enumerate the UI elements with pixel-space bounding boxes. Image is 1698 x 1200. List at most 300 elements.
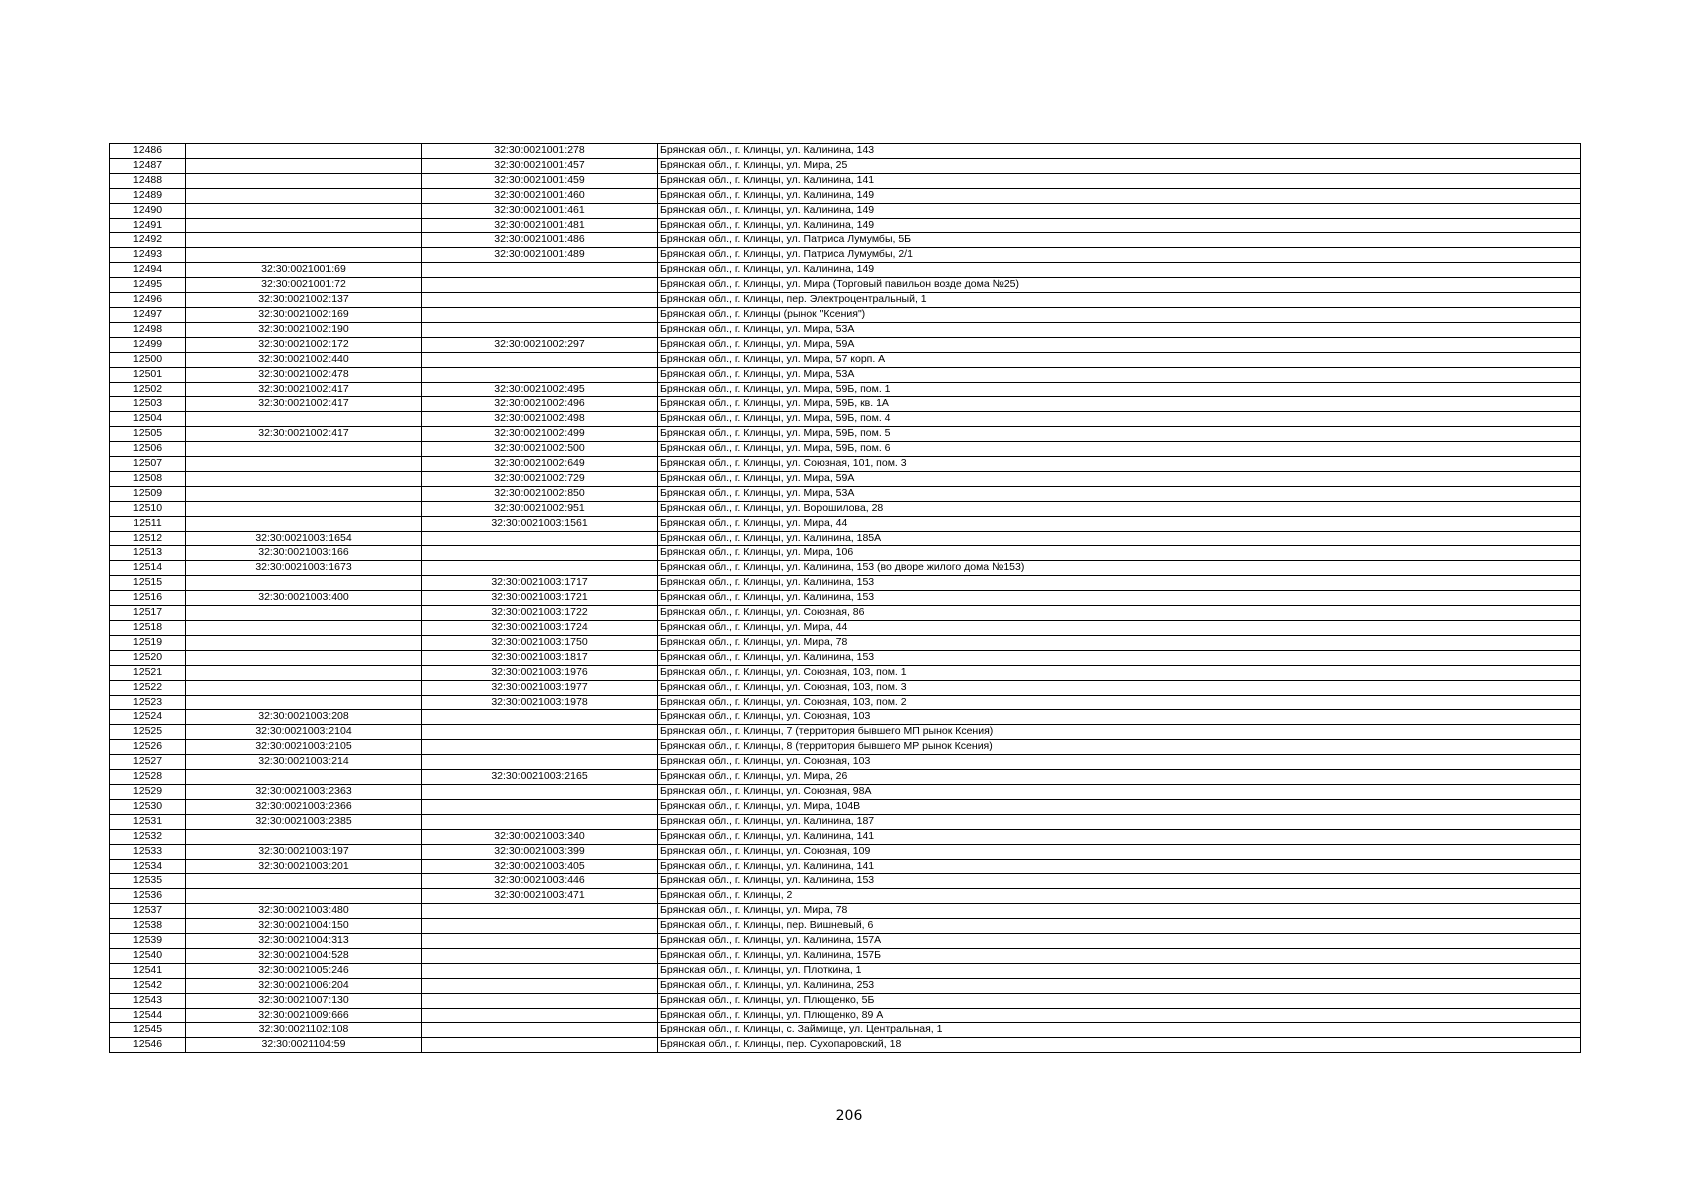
address-cell: Брянская обл., г. Клинцы, ул. Плоткина, 1	[658, 963, 1581, 978]
parcel-number-cell	[186, 188, 422, 203]
object-number-cell	[422, 904, 658, 919]
table-row	[110, 203, 1581, 218]
object-number-cell	[422, 322, 658, 337]
row-number-cell: 12520	[110, 650, 186, 665]
table-row	[110, 293, 1581, 308]
address-cell: Брянская обл., г. Клинцы, ул. Мира, 57 корп. А	[658, 352, 1581, 367]
table-row	[110, 352, 1581, 367]
row-number-cell: 12532	[110, 829, 186, 844]
object-number-cell: 32:30:0021001:457	[422, 158, 658, 173]
table-row	[110, 367, 1581, 382]
parcel-number-cell: 32:30:0021003:201	[186, 859, 422, 874]
parcel-number-cell: 32:30:0021003:1673	[186, 561, 422, 576]
address-cell: Брянская обл., г. Клинцы, ул. Калинина, 141	[658, 829, 1581, 844]
table-row	[110, 218, 1581, 233]
row-number-cell: 12535	[110, 874, 186, 889]
address-cell: Брянская обл., г. Клинцы, ул. Мира, 59Б, кв. 1А	[658, 397, 1581, 412]
address-cell: Брянская обл., г. Клинцы (рынок "Ксения")	[658, 307, 1581, 322]
address-cell: Брянская обл., г. Клинцы, ул. Калинина, 141	[658, 859, 1581, 874]
object-number-cell	[422, 1008, 658, 1023]
object-number-cell	[422, 546, 658, 561]
row-number-cell: 12538	[110, 919, 186, 934]
row-number-cell: 12506	[110, 442, 186, 457]
object-number-cell: 32:30:0021003:1750	[422, 635, 658, 650]
parcel-number-cell	[186, 233, 422, 248]
row-number-cell: 12509	[110, 486, 186, 501]
object-number-cell	[422, 978, 658, 993]
object-number-cell: 32:30:0021001:460	[422, 188, 658, 203]
address-cell: Брянская обл., г. Клинцы, пер. Вишневый, 6	[658, 919, 1581, 934]
table-row	[110, 963, 1581, 978]
object-number-cell: 32:30:0021002:499	[422, 427, 658, 442]
table-row	[110, 874, 1581, 889]
object-number-cell	[422, 307, 658, 322]
row-number-cell: 12541	[110, 963, 186, 978]
object-number-cell: 32:30:0021003:1724	[422, 621, 658, 636]
table-row	[110, 307, 1581, 322]
table-row	[110, 755, 1581, 770]
address-cell: Брянская обл., г. Клинцы, ул. Мира, 59А	[658, 337, 1581, 352]
parcel-number-cell	[186, 144, 422, 159]
object-number-cell	[422, 993, 658, 1008]
parcel-number-cell: 32:30:0021001:69	[186, 263, 422, 278]
table-row	[110, 561, 1581, 576]
table-row	[110, 278, 1581, 293]
table-row	[110, 263, 1581, 278]
address-cell: Брянская обл., г. Клинцы, ул. Ворошилова, 28	[658, 501, 1581, 516]
address-cell: Брянская обл., г. Клинцы, ул. Калинина, 149	[658, 203, 1581, 218]
address-cell: Брянская обл., г. Клинцы, ул. Калинина, 185А	[658, 531, 1581, 546]
object-number-cell: 32:30:0021001:481	[422, 218, 658, 233]
address-cell: Брянская обл., г. Клинцы, ул. Союзная, 86	[658, 606, 1581, 621]
row-number-cell: 12504	[110, 412, 186, 427]
parcel-number-cell: 32:30:0021007:130	[186, 993, 422, 1008]
parcel-number-cell	[186, 516, 422, 531]
object-number-cell: 32:30:0021003:2165	[422, 770, 658, 785]
address-cell: Брянская обл., г. Клинцы, ул. Мира (Торговый павильон возде дома №25)	[658, 278, 1581, 293]
object-number-cell: 32:30:0021002:729	[422, 471, 658, 486]
parcel-number-cell: 32:30:0021002:478	[186, 367, 422, 382]
parcel-number-cell: 32:30:0021003:2104	[186, 725, 422, 740]
table-row	[110, 188, 1581, 203]
row-number-cell: 12528	[110, 770, 186, 785]
table-row	[110, 650, 1581, 665]
address-cell: Брянская обл., г. Клинцы, 8 (территория бывшего МР рынок Ксения)	[658, 740, 1581, 755]
object-number-cell: 32:30:0021003:1817	[422, 650, 658, 665]
parcel-number-cell	[186, 457, 422, 472]
row-number-cell: 12539	[110, 934, 186, 949]
address-cell: Брянская обл., г. Клинцы, ул. Мира, 59Б, пом. 5	[658, 427, 1581, 442]
row-number-cell: 12529	[110, 784, 186, 799]
row-number-cell: 12519	[110, 635, 186, 650]
table-row	[110, 397, 1581, 412]
address-cell: Брянская обл., г. Клинцы, ул. Мира, 78	[658, 635, 1581, 650]
parcel-number-cell: 32:30:0021004:528	[186, 948, 422, 963]
table-row	[110, 859, 1581, 874]
parcel-number-cell	[186, 218, 422, 233]
address-cell: Брянская обл., г. Клинцы, ул. Союзная, 98А	[658, 784, 1581, 799]
object-number-cell: 32:30:0021002:495	[422, 382, 658, 397]
address-cell: Брянская обл., г. Клинцы, ул. Мира, 53А	[658, 367, 1581, 382]
row-number-cell: 12546	[110, 1038, 186, 1053]
object-number-cell	[422, 740, 658, 755]
parcel-number-cell: 32:30:0021002:417	[186, 397, 422, 412]
address-cell: Брянская обл., г. Клинцы, 7 (территория бывшего МП рынок Ксения)	[658, 725, 1581, 740]
object-number-cell: 32:30:0021003:1721	[422, 591, 658, 606]
parcel-number-cell	[186, 248, 422, 263]
parcel-number-cell	[186, 695, 422, 710]
address-cell: Брянская обл., г. Клинцы, ул. Мира, 25	[658, 158, 1581, 173]
object-number-cell	[422, 710, 658, 725]
object-number-cell	[422, 784, 658, 799]
address-cell: Брянская обл., г. Клинцы, ул. Плющенко, 89 А	[658, 1008, 1581, 1023]
object-number-cell: 32:30:0021002:951	[422, 501, 658, 516]
row-number-cell: 12527	[110, 755, 186, 770]
row-number-cell: 12486	[110, 144, 186, 159]
address-cell: Брянская обл., г. Клинцы, ул. Мира, 78	[658, 904, 1581, 919]
row-number-cell: 12508	[110, 471, 186, 486]
address-cell: Брянская обл., г. Клинцы, ул. Союзная, 109	[658, 844, 1581, 859]
object-number-cell: 32:30:0021001:486	[422, 233, 658, 248]
object-number-cell: 32:30:0021001:461	[422, 203, 658, 218]
table-row	[110, 695, 1581, 710]
address-cell: Брянская обл., г. Клинцы, ул. Калинина, 187	[658, 814, 1581, 829]
object-number-cell: 32:30:0021001:278	[422, 144, 658, 159]
object-number-cell	[422, 263, 658, 278]
address-cell: Брянская обл., г. Клинцы, ул. Мира, 59А	[658, 471, 1581, 486]
parcel-number-cell: 32:30:0021003:2105	[186, 740, 422, 755]
parcel-number-cell	[186, 874, 422, 889]
address-cell: Брянская обл., г. Клинцы, ул. Мира, 59Б, пом. 1	[658, 382, 1581, 397]
object-number-cell: 32:30:0021003:471	[422, 889, 658, 904]
row-number-cell: 12531	[110, 814, 186, 829]
table-row	[110, 919, 1581, 934]
row-number-cell: 12540	[110, 948, 186, 963]
address-cell: Брянская обл., г. Клинцы, ул. Калинина, 253	[658, 978, 1581, 993]
address-cell: Брянская обл., г. Клинцы, ул. Союзная, 103	[658, 755, 1581, 770]
row-number-cell: 12505	[110, 427, 186, 442]
address-cell: Брянская обл., г. Клинцы, ул. Мира, 44	[658, 621, 1581, 636]
parcel-number-cell: 32:30:0021002:172	[186, 337, 422, 352]
row-number-cell: 12511	[110, 516, 186, 531]
parcel-number-cell	[186, 486, 422, 501]
address-cell: Брянская обл., г. Клинцы, ул. Калинина, 153	[658, 591, 1581, 606]
address-cell: Брянская обл., г. Клинцы, ул. Калинина, 157А	[658, 934, 1581, 949]
parcel-number-cell: 32:30:0021003:480	[186, 904, 422, 919]
row-number-cell: 12498	[110, 322, 186, 337]
table-row	[110, 471, 1581, 486]
parcel-number-cell	[186, 158, 422, 173]
object-number-cell	[422, 799, 658, 814]
object-number-cell: 32:30:0021003:1977	[422, 680, 658, 695]
object-number-cell	[422, 293, 658, 308]
parcel-number-cell	[186, 173, 422, 188]
row-number-cell: 12500	[110, 352, 186, 367]
row-number-cell: 12536	[110, 889, 186, 904]
table-row	[110, 382, 1581, 397]
row-number-cell: 12523	[110, 695, 186, 710]
row-number-cell: 12524	[110, 710, 186, 725]
table-row	[110, 978, 1581, 993]
parcel-number-cell: 32:30:0021009:666	[186, 1008, 422, 1023]
row-number-cell: 12543	[110, 993, 186, 1008]
parcel-number-cell	[186, 412, 422, 427]
table-row	[110, 1038, 1581, 1053]
registry-table-body	[110, 144, 1581, 1053]
address-cell: Брянская обл., г. Клинцы, ул. Мира, 53А	[658, 486, 1581, 501]
table-row	[110, 948, 1581, 963]
row-number-cell: 12492	[110, 233, 186, 248]
parcel-number-cell: 32:30:0021002:417	[186, 382, 422, 397]
table-row	[110, 770, 1581, 785]
parcel-number-cell	[186, 650, 422, 665]
table-row	[110, 442, 1581, 457]
table-row	[110, 829, 1581, 844]
parcel-number-cell: 32:30:0021002:137	[186, 293, 422, 308]
object-number-cell: 32:30:0021002:649	[422, 457, 658, 472]
table-row	[110, 591, 1581, 606]
object-number-cell	[422, 963, 658, 978]
row-number-cell: 12503	[110, 397, 186, 412]
row-number-cell: 12533	[110, 844, 186, 859]
table-row	[110, 486, 1581, 501]
object-number-cell: 32:30:0021002:496	[422, 397, 658, 412]
object-number-cell	[422, 531, 658, 546]
address-cell: Брянская обл., г. Клинцы, ул. Калинина, 143	[658, 144, 1581, 159]
row-number-cell: 12493	[110, 248, 186, 263]
parcel-number-cell: 32:30:0021003:208	[186, 710, 422, 725]
row-number-cell: 12497	[110, 307, 186, 322]
table-row	[110, 173, 1581, 188]
object-number-cell: 32:30:0021002:297	[422, 337, 658, 352]
object-number-cell	[422, 755, 658, 770]
address-cell: Брянская обл., г. Клинцы, ул. Калинина, 153	[658, 576, 1581, 591]
parcel-number-cell: 32:30:0021003:197	[186, 844, 422, 859]
row-number-cell: 12515	[110, 576, 186, 591]
row-number-cell: 12542	[110, 978, 186, 993]
table-row	[110, 606, 1581, 621]
parcel-number-cell: 32:30:0021002:417	[186, 427, 422, 442]
parcel-number-cell	[186, 665, 422, 680]
object-number-cell	[422, 934, 658, 949]
table-row	[110, 799, 1581, 814]
parcel-number-cell: 32:30:0021003:1654	[186, 531, 422, 546]
registry-table	[109, 143, 1581, 1053]
row-number-cell: 12507	[110, 457, 186, 472]
address-cell: Брянская обл., г. Клинцы, ул. Калинина, 153 (во дворе жилого дома №153)	[658, 561, 1581, 576]
object-number-cell: 32:30:0021003:1976	[422, 665, 658, 680]
table-row	[110, 248, 1581, 263]
row-number-cell: 12522	[110, 680, 186, 695]
object-number-cell	[422, 948, 658, 963]
address-cell: Брянская обл., г. Клинцы, ул. Мира, 106	[658, 546, 1581, 561]
object-number-cell	[422, 1038, 658, 1053]
parcel-number-cell	[186, 471, 422, 486]
page-number: 206	[835, 1108, 863, 1124]
table-row	[110, 784, 1581, 799]
table-row	[110, 710, 1581, 725]
parcel-number-cell	[186, 770, 422, 785]
address-cell: Брянская обл., г. Клинцы, ул. Мира, 59Б, пом. 4	[658, 412, 1581, 427]
object-number-cell: 32:30:0021003:1561	[422, 516, 658, 531]
table-row	[110, 531, 1581, 546]
table-row	[110, 546, 1581, 561]
table-row	[110, 725, 1581, 740]
row-number-cell: 12499	[110, 337, 186, 352]
parcel-number-cell	[186, 203, 422, 218]
address-cell: Брянская обл., г. Клинцы, пер. Электроцентральный, 1	[658, 293, 1581, 308]
row-number-cell: 12495	[110, 278, 186, 293]
table-row	[110, 427, 1581, 442]
row-number-cell: 12490	[110, 203, 186, 218]
row-number-cell: 12544	[110, 1008, 186, 1023]
table-row	[110, 844, 1581, 859]
table-row	[110, 740, 1581, 755]
address-cell: Брянская обл., г. Клинцы, ул. Союзная, 103, пом. 1	[658, 665, 1581, 680]
object-number-cell	[422, 367, 658, 382]
row-number-cell: 12521	[110, 665, 186, 680]
table-row	[110, 457, 1581, 472]
address-cell: Брянская обл., г. Клинцы, ул. Калинина, 149	[658, 218, 1581, 233]
parcel-number-cell: 32:30:0021003:166	[186, 546, 422, 561]
object-number-cell: 32:30:0021002:500	[422, 442, 658, 457]
table-row	[110, 412, 1581, 427]
row-number-cell: 12530	[110, 799, 186, 814]
parcel-number-cell	[186, 829, 422, 844]
table-row	[110, 993, 1581, 1008]
address-cell: Брянская обл., г. Клинцы, ул. Калинина, 153	[658, 650, 1581, 665]
row-number-cell: 12518	[110, 621, 186, 636]
object-number-cell: 32:30:0021002:498	[422, 412, 658, 427]
object-number-cell: 32:30:0021003:446	[422, 874, 658, 889]
row-number-cell: 12489	[110, 188, 186, 203]
table-row	[110, 576, 1581, 591]
table-row	[110, 1023, 1581, 1038]
row-number-cell: 12545	[110, 1023, 186, 1038]
object-number-cell: 32:30:0021002:850	[422, 486, 658, 501]
parcel-number-cell	[186, 442, 422, 457]
table-row	[110, 680, 1581, 695]
object-number-cell	[422, 1023, 658, 1038]
object-number-cell	[422, 725, 658, 740]
row-number-cell: 12517	[110, 606, 186, 621]
address-cell: Брянская обл., г. Клинцы, ул. Мира, 59Б, пом. 6	[658, 442, 1581, 457]
parcel-number-cell	[186, 635, 422, 650]
row-number-cell: 12502	[110, 382, 186, 397]
parcel-number-cell	[186, 621, 422, 636]
row-number-cell: 12534	[110, 859, 186, 874]
object-number-cell	[422, 919, 658, 934]
parcel-number-cell: 32:30:0021003:214	[186, 755, 422, 770]
parcel-number-cell	[186, 680, 422, 695]
address-cell: Брянская обл., г. Клинцы, пер. Сухопаровский, 18	[658, 1038, 1581, 1053]
table-row	[110, 635, 1581, 650]
object-number-cell	[422, 561, 658, 576]
row-number-cell: 12487	[110, 158, 186, 173]
address-cell: Брянская обл., г. Клинцы, ул. Плющенко, 5Б	[658, 993, 1581, 1008]
parcel-number-cell: 32:30:0021002:440	[186, 352, 422, 367]
table-row	[110, 889, 1581, 904]
parcel-number-cell: 32:30:0021003:2366	[186, 799, 422, 814]
row-number-cell: 12510	[110, 501, 186, 516]
parcel-number-cell	[186, 501, 422, 516]
table-row	[110, 904, 1581, 919]
object-number-cell: 32:30:0021003:399	[422, 844, 658, 859]
row-number-cell: 12494	[110, 263, 186, 278]
object-number-cell: 32:30:0021001:459	[422, 173, 658, 188]
row-number-cell: 12537	[110, 904, 186, 919]
row-number-cell: 12513	[110, 546, 186, 561]
parcel-number-cell: 32:30:0021003:400	[186, 591, 422, 606]
row-number-cell: 12526	[110, 740, 186, 755]
parcel-number-cell: 32:30:0021003:2385	[186, 814, 422, 829]
address-cell: Брянская обл., г. Клинцы, ул. Калинина, 149	[658, 188, 1581, 203]
parcel-number-cell	[186, 606, 422, 621]
table-row	[110, 158, 1581, 173]
parcel-number-cell	[186, 889, 422, 904]
address-cell: Брянская обл., г. Клинцы, ул. Мира, 104В	[658, 799, 1581, 814]
address-cell: Брянская обл., г. Клинцы, ул. Калинина, 157Б	[658, 948, 1581, 963]
parcel-number-cell	[186, 576, 422, 591]
address-cell: Брянская обл., г. Клинцы, ул. Патриса Лумумбы, 2/1	[658, 248, 1581, 263]
object-number-cell	[422, 814, 658, 829]
table-row	[110, 337, 1581, 352]
parcel-number-cell: 32:30:0021104:59	[186, 1038, 422, 1053]
address-cell: Брянская обл., г. Клинцы, ул. Союзная, 103	[658, 710, 1581, 725]
object-number-cell: 32:30:0021001:489	[422, 248, 658, 263]
table-row	[110, 322, 1581, 337]
address-cell: Брянская обл., г. Клинцы, ул. Калинина, 149	[658, 263, 1581, 278]
row-number-cell: 12488	[110, 173, 186, 188]
row-number-cell: 12512	[110, 531, 186, 546]
table-row	[110, 814, 1581, 829]
table-row	[110, 665, 1581, 680]
row-number-cell: 12516	[110, 591, 186, 606]
address-cell: Брянская обл., г. Клинцы, ул. Союзная, 103, пом. 2	[658, 695, 1581, 710]
parcel-number-cell: 32:30:0021004:150	[186, 919, 422, 934]
row-number-cell: 12514	[110, 561, 186, 576]
object-number-cell: 32:30:0021003:1722	[422, 606, 658, 621]
address-cell: Брянская обл., г. Клинцы, ул. Союзная, 101, пом. 3	[658, 457, 1581, 472]
parcel-number-cell: 32:30:0021102:108	[186, 1023, 422, 1038]
parcel-number-cell: 32:30:0021002:190	[186, 322, 422, 337]
parcel-number-cell: 32:30:0021001:72	[186, 278, 422, 293]
address-cell: Брянская обл., г. Клинцы, ул. Патриса Лумумбы, 5Б	[658, 233, 1581, 248]
object-number-cell	[422, 278, 658, 293]
table-row	[110, 621, 1581, 636]
address-cell: Брянская обл., г. Клинцы, ул. Мира, 26	[658, 770, 1581, 785]
parcel-number-cell: 32:30:0021005:246	[186, 963, 422, 978]
table-row	[110, 144, 1581, 159]
object-number-cell: 32:30:0021003:1717	[422, 576, 658, 591]
object-number-cell	[422, 352, 658, 367]
parcel-number-cell: 32:30:0021004:313	[186, 934, 422, 949]
table-row	[110, 516, 1581, 531]
parcel-number-cell: 32:30:0021003:2363	[186, 784, 422, 799]
row-number-cell: 12525	[110, 725, 186, 740]
row-number-cell: 12496	[110, 293, 186, 308]
address-cell: Брянская обл., г. Клинцы, ул. Мира, 53А	[658, 322, 1581, 337]
address-cell: Брянская обл., г. Клинцы, ул. Союзная, 103, пом. 3	[658, 680, 1581, 695]
table-row	[110, 501, 1581, 516]
object-number-cell: 32:30:0021003:405	[422, 859, 658, 874]
address-cell: Брянская обл., г. Клинцы, ул. Калинина, 153	[658, 874, 1581, 889]
parcel-number-cell: 32:30:0021006:204	[186, 978, 422, 993]
address-cell: Брянская обл., г. Клинцы, ул. Мира, 44	[658, 516, 1581, 531]
object-number-cell: 32:30:0021003:1978	[422, 695, 658, 710]
address-cell: Брянская обл., г. Клинцы, 2	[658, 889, 1581, 904]
table-row	[110, 233, 1581, 248]
